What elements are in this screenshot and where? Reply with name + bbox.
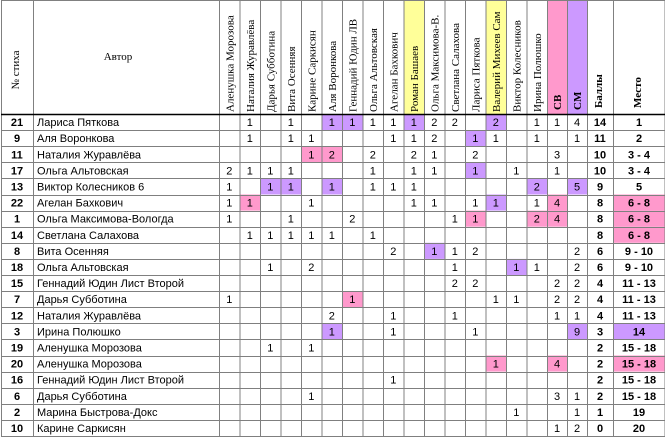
author-name: Геннадий Юдин Лист Второй [37,374,185,387]
poem-number: 8 [13,245,21,258]
vote-value: 1 [492,358,499,371]
place-value: 20 [632,423,646,435]
vote-value: 1 [308,197,315,210]
jury-name: Светлана Салахова [449,23,462,112]
author-name: Наталия Журавлёва [37,310,142,323]
poem-number: 1 [13,213,21,226]
sm-value: 1 [573,133,581,146]
vote-value: 1 [226,294,233,307]
vote-value: 1 [451,262,458,274]
sv-value: 4 [553,197,561,210]
vote-value: 1 [328,229,335,242]
vote-value: 1 [246,165,253,178]
table-row [14,243,653,259]
author-name: Геннадий Юдин Лист Второй [37,278,185,291]
vote-value: 1 [533,197,540,210]
vote-value: 1 [533,262,540,274]
table-row [11,423,645,435]
score-value: 8 [596,213,604,226]
author-name: Вита Осенняя [37,245,109,258]
author-name: Наталия Журавлёва [37,149,142,162]
jury-name: Ирина Полюшко [531,33,544,112]
score-value: 8 [596,197,604,210]
table-row [11,259,653,275]
jury-name: Наталия Журавлёва [244,19,257,112]
jury-name: Ольга Максимова-В. [429,14,442,112]
jury-name: Вита Осенняя [285,46,298,112]
header-sv: СВ [552,94,564,110]
vote-value: 1 [533,117,540,130]
vote-value: 1 [308,149,315,162]
vote-value: 1 [246,117,253,130]
poem-number: 14 [10,229,24,242]
sv-value: 2 [553,278,561,291]
vote-value: 1 [410,181,417,194]
sv-value: 1 [553,117,561,130]
poem-number: 6 [13,390,21,403]
vote-value: 2 [308,262,315,274]
place-value: 15 - 18 [621,358,657,371]
sm-value: 1 [573,390,581,403]
score-value: 2 [596,358,604,371]
vote-value: 2 [328,149,335,162]
vote-value: 1 [308,390,315,403]
vote-value: 1 [369,229,376,242]
table-row [11,278,656,290]
place-value: 11 - 13 [622,310,656,323]
jury-name: Роман Башаев [408,45,421,112]
place-value: 14 [632,326,646,339]
vote-value: 1 [513,165,520,178]
jury-name: Лариса Пятковa [470,37,483,112]
vote-value: 1 [533,133,540,146]
score-value: 1 [596,406,604,419]
table-row [11,162,651,178]
sm-value: 2 [573,262,581,274]
score-spreadsheet [1,0,665,438]
jury-name: Дарья Субботина [265,30,278,112]
vote-value: 1 [410,117,417,130]
score-value: 10 [593,149,607,162]
sm-value: 5 [573,181,581,194]
score-value: 11 [594,133,606,146]
place-value: 9 - 10 [624,262,654,274]
poem-number: 13 [10,181,24,194]
sv-value: 2 [553,294,561,307]
vote-value: 1 [451,310,458,323]
score-value: 10 [593,165,607,178]
table-row [14,391,656,403]
vote-value: 1 [492,294,499,307]
jury-name: Ольга Альтовская [367,28,380,112]
author-name: Светлана Салахова [37,229,140,242]
vote-value: 1 [472,165,479,178]
vote-value: 1 [308,229,315,242]
score-value: 0 [596,423,604,435]
vote-value: 2 [472,278,479,291]
poem-number: 12 [10,310,24,323]
score-value: 9 [596,181,604,194]
vote-value: 1 [431,165,438,178]
vote-value: 1 [410,133,417,146]
vote-value: 1 [369,181,376,194]
table-row [14,407,645,419]
place-value: 15 - 18 [621,342,657,355]
vote-value: 1 [451,213,458,226]
score-value: 3 [596,326,604,339]
poem-number: 17 [10,165,24,178]
author-name: Виктор Колесников 6 [37,181,145,194]
sm-value: 2 [573,245,581,258]
score-value: 2 [596,374,604,387]
vote-value: 1 [328,181,335,194]
vote-value: 2 [410,149,417,162]
vote-value: 2 [328,310,335,323]
vote-value: 1 [390,374,397,387]
vote-value: 1 [267,165,274,178]
header-place: Место [632,77,644,108]
vote-value: 1 [349,294,356,307]
place-value: 1 [635,117,643,130]
vote-value: 1 [369,165,376,178]
place-value: 9 - 10 [624,245,654,258]
sm-value: 2 [573,423,581,435]
poem-number: 19 [10,342,24,355]
author-name: Ольга Альтовская [37,262,129,274]
table-row [14,291,656,307]
vote-value: 1 [492,133,499,146]
author-name: Дарья Субботина [37,390,127,403]
place-value: 11 - 13 [622,278,656,291]
vote-value: 1 [431,149,438,162]
vote-value: 1 [287,165,294,178]
vote-value: 2 [451,278,458,291]
place-value: 6 - 8 [627,197,651,210]
place-value: 19 [632,406,646,419]
author-name: Дарья Субботина [37,294,127,307]
vote-value: 1 [369,117,376,130]
poem-number: 15 [10,278,24,291]
vote-value: 2 [431,133,438,146]
vote-value: 1 [328,117,335,130]
place-value: 3 - 4 [627,149,651,162]
vote-value: 1 [513,406,520,419]
sm-value: 4 [573,117,581,130]
score-value: 6 [596,245,604,258]
vote-value: 1 [328,326,335,339]
header-author: Автор [103,51,133,63]
header-sm: СМ [572,91,584,110]
score-value: 2 [596,390,604,403]
author-name: Аленушка Морозова [37,342,142,355]
place-value: 15 - 18 [621,374,657,387]
vote-value: 1 [287,213,294,226]
vote-value: 2 [492,117,499,130]
score-table [1,0,665,438]
header-score: Баллы [593,74,605,108]
table-row [11,195,665,211]
sv-value: 4 [553,213,561,226]
sv-value: 1 [553,310,561,323]
author-name: Ольга Максимова-Вологда [37,213,174,226]
vote-value: 1 [472,197,479,210]
table-row [11,310,656,322]
vote-value: 1 [267,229,274,242]
vote-value: 1 [472,133,479,146]
vote-value: 1 [410,197,417,210]
author-name: Ольга Альтовская [37,165,129,178]
author-name: Карине Саркисян [37,423,126,435]
table-row [11,356,665,372]
poem-number: 16 [10,374,24,387]
poem-number: 20 [10,358,24,371]
vote-value: 2 [533,181,540,194]
vote-value: 2 [451,117,458,130]
score-value: 2 [596,342,604,355]
vote-value: 2 [369,149,376,162]
author-name: Агелан Бахкович [37,197,124,210]
sm-value: 1 [573,310,581,323]
sm-value: 9 [573,326,581,339]
vote-value: 2 [472,245,479,258]
table-row [11,375,656,387]
vote-value: 1 [287,117,294,130]
place-value: 6 - 8 [627,213,651,226]
vote-value: 1 [246,197,253,210]
vote-value: 1 [287,229,294,242]
header-num: № стиха [10,50,22,90]
vote-value: 1 [267,181,274,194]
vote-value: 1 [246,133,253,146]
score-value: 4 [596,294,604,307]
score-value: 8 [596,229,604,242]
jury-name: Геннадий Юдин ЛВ [347,18,360,112]
author-name: Аля Воронкова [37,133,115,146]
poem-number: 9 [13,133,21,146]
author-name: Марина Быстрова-Докс [37,406,158,419]
vote-value: 1 [451,245,458,258]
vote-value: 1 [390,326,397,339]
vote-value: 1 [349,117,356,130]
sm-value: 1 [573,406,581,419]
vote-value: 1 [267,342,274,355]
vote-value: 1 [226,197,233,210]
vote-value: 2 [390,245,397,258]
vote-value: 1 [246,229,253,242]
vote-value: 2 [472,149,479,162]
vote-value: 1 [390,310,397,323]
table-row [11,227,665,243]
sv-value: 3 [553,149,561,162]
author-name: Аленушка Морозова [37,358,142,371]
vote-value: 1 [267,262,274,274]
vote-value: 1 [308,342,315,355]
vote-value: 1 [513,262,520,274]
jury-name: Аля Воронкова [326,40,339,112]
sv-value: 1 [553,165,561,178]
place-value: 6 - 8 [627,229,651,242]
vote-value: 2 [533,213,540,226]
sv-value: 1 [553,423,561,435]
vote-value: 2 [431,117,438,130]
vote-value: 1 [472,213,479,226]
vote-value: 1 [390,117,397,130]
vote-value: 1 [492,197,499,210]
vote-value: 1 [287,181,294,194]
vote-value: 1 [431,245,438,258]
vote-value: 2 [349,213,356,226]
score-value: 4 [596,278,604,291]
score-value: 14 [593,117,607,130]
poem-number: 21 [10,117,24,130]
vote-value: 1 [226,213,233,226]
poem-number: 7 [13,294,21,307]
jury-name: Валерий Михеев Сам [490,11,503,112]
poem-number: 2 [13,406,21,419]
poem-number: 3 [13,326,21,339]
vote-value: 1 [390,181,397,194]
vote-value: 1 [410,165,417,178]
table-row [11,146,651,162]
score-value: 6 [596,262,604,274]
place-value: 2 [635,133,643,146]
vote-value: 2 [226,165,233,178]
place-value: 5 [635,181,643,194]
sm-value: 2 [573,278,581,291]
vote-value: 1 [472,326,479,339]
author-name: Лариса Пяткова [37,117,120,130]
place-value: 3 - 4 [627,165,651,178]
poem-number: 10 [10,423,24,435]
place-value: 15 - 18 [621,390,657,403]
vote-value: 1 [513,294,520,307]
jury-name: Карине Саркисян [306,30,319,112]
place-value: 11 - 13 [622,294,656,307]
vote-value: 1 [226,181,233,194]
jury-name: Агелан Бахкович [388,32,401,112]
score-value: 4 [596,310,604,323]
vote-value: 1 [308,133,315,146]
sm-value: 2 [573,294,581,307]
vote-value: 1 [431,197,438,210]
author-name: Ирина Полюшко [37,326,121,339]
poem-number: 22 [10,197,24,210]
poem-number: 18 [10,262,24,274]
jury-name: Аленушка Морозова [224,15,237,112]
vote-value: 1 [390,133,397,146]
sv-value: 3 [553,390,561,403]
table-row [11,343,656,355]
jury-name: Виктор Колесников [511,20,524,112]
sv-value: 4 [553,358,561,371]
vote-value: 1 [287,133,294,146]
poem-number: 11 [11,149,23,162]
